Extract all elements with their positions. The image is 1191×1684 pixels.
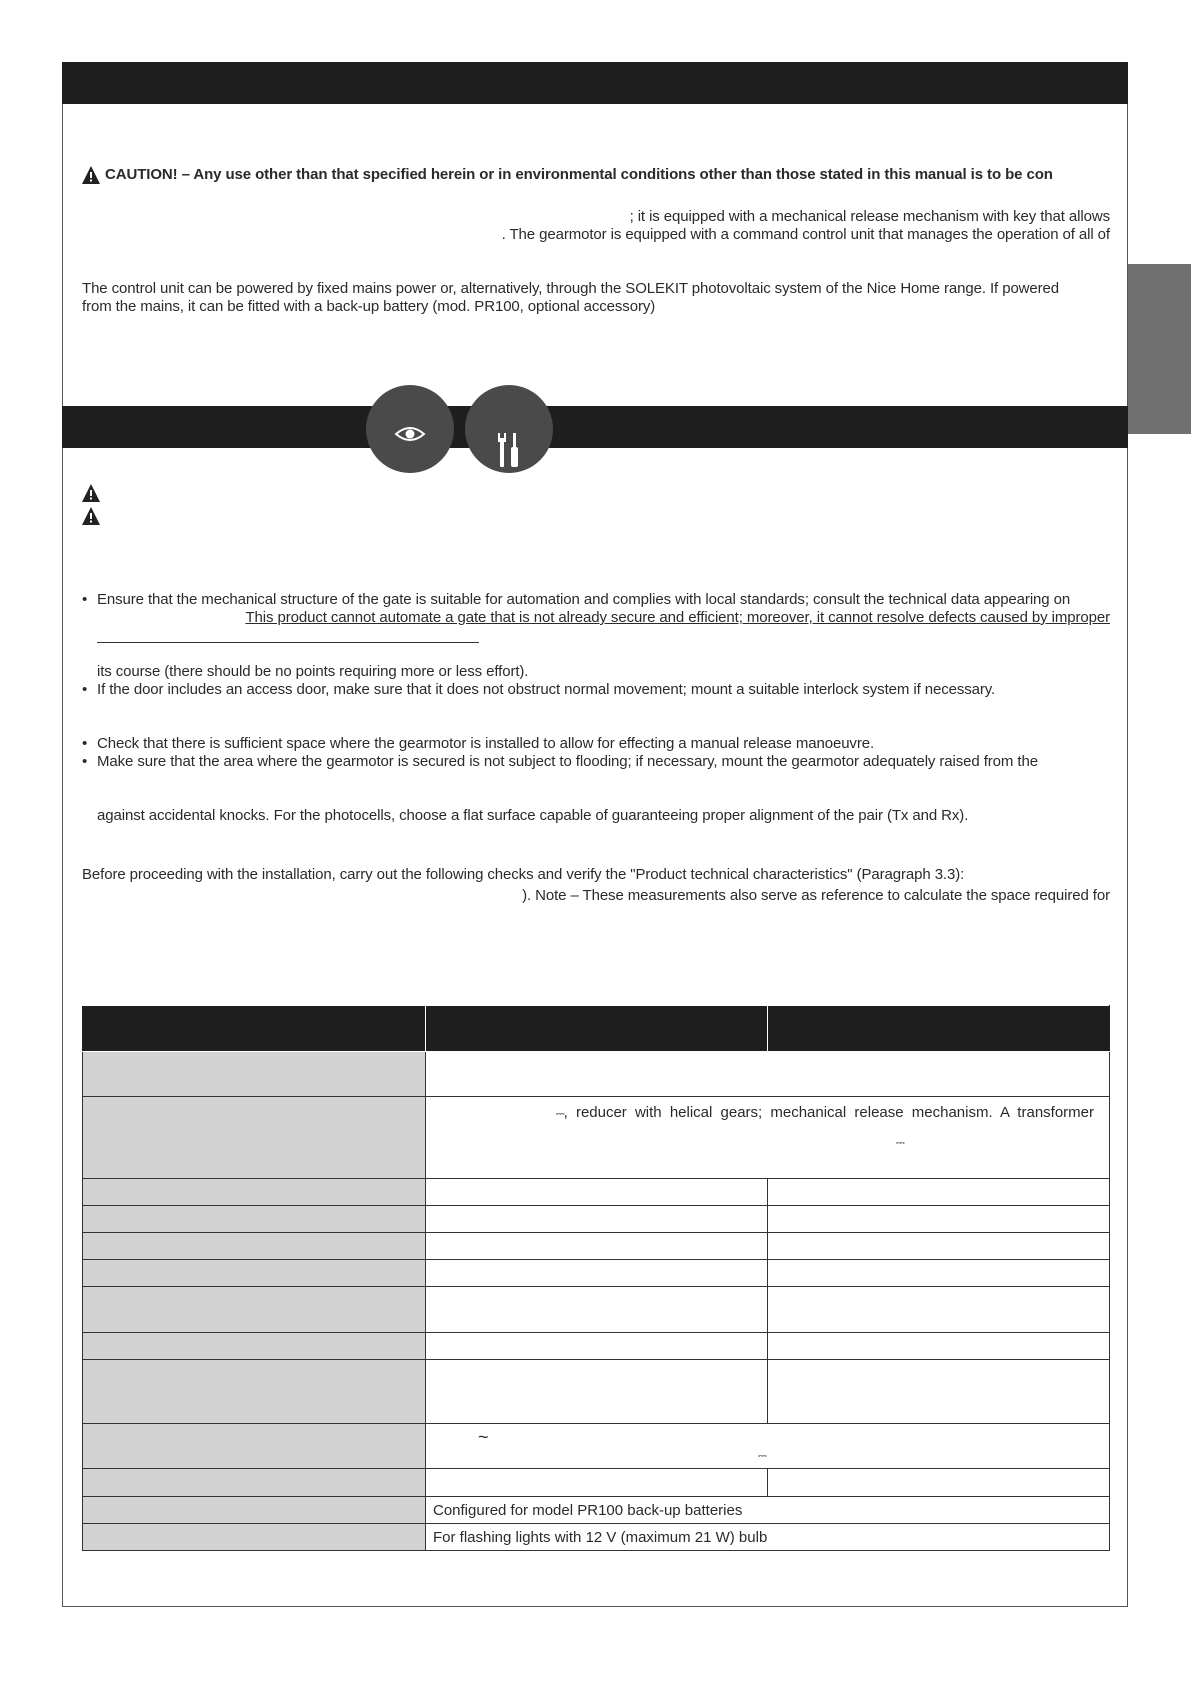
table-header-row bbox=[83, 1006, 1110, 1052]
before-installation-text: Before proceeding with the installation, carry out the following checks and verify the "Product technical characteristics" (Paragraph 3.3): bbox=[82, 866, 965, 883]
check-knocks: against accidental knocks. For the photocells, choose a flat surface capable of guaranteeing proper alignment of the pair (Tx and Rx). bbox=[97, 807, 969, 824]
flashing-light-text: For flashing lights with 12 V (maximum 21 W) bulb bbox=[426, 1524, 1110, 1551]
table-row bbox=[83, 1469, 1110, 1497]
check-course: its course (there should be no points requiring more or less effort). bbox=[97, 663, 529, 680]
language-side-tab bbox=[1128, 264, 1191, 434]
table-row-battery bbox=[83, 1497, 1110, 1524]
technical-characteristics-table bbox=[82, 1005, 1110, 1551]
screwdriver-wrench-icon bbox=[497, 433, 523, 469]
bullet: • bbox=[82, 735, 88, 752]
power-text-line1: The control unit can be powered by fixed mains power or, alternatively, through the SOLEKIT photovoltaic system of the Nice Home range. If powered bbox=[82, 280, 1060, 297]
table-row bbox=[83, 1333, 1110, 1360]
release-text: ; it is equipped with a mechanical release mechanism with key that allows bbox=[629, 208, 1110, 225]
control-unit-text: . The gearmotor is equipped with a command control unit that manages the operation of all of bbox=[501, 226, 1110, 243]
measurements-note: ). Note – These measurements also serve as reference to calculate the space required for bbox=[522, 887, 1110, 904]
battery-text: Configured for model PR100 back-up batteries bbox=[426, 1497, 1110, 1524]
dc-symbol: ⎓ bbox=[896, 1137, 904, 1149]
table-row bbox=[83, 1052, 1110, 1097]
table-row-power-supply bbox=[83, 1424, 1110, 1469]
table-row bbox=[83, 1287, 1110, 1333]
caution-text: CAUTION! – Any use other than that specified herein or in environmental conditions other than those stated in this manual is to be con bbox=[105, 166, 1053, 183]
table-row bbox=[83, 1206, 1110, 1233]
dc-symbol: ⎓ bbox=[758, 1450, 766, 1462]
check-flooding: Make sure that the area where the gearmotor is secured is not subject to flooding; if necessary, mount the gearmotor adequately raised from the bbox=[97, 753, 1038, 770]
table-row bbox=[83, 1360, 1110, 1424]
underline-rule bbox=[97, 642, 479, 643]
dc-symbol: ⎓ bbox=[555, 1108, 564, 1120]
section-header-bar-1 bbox=[62, 62, 1128, 104]
bullet: • bbox=[82, 753, 88, 770]
check-access-door: If the door includes an access door, make sure that it does not obstruct normal movement; mount a suitable interlock system if necessary. bbox=[97, 681, 996, 698]
ac-symbol: ~ bbox=[478, 1427, 489, 1447]
check-structure-line2: This product cannot automate a gate that is not already secure and efficient; moreover, it cannot resolve defects caused by improper bbox=[245, 609, 1110, 626]
table-row bbox=[83, 1260, 1110, 1287]
warning-triangle-icon bbox=[82, 166, 100, 184]
table-row bbox=[83, 1179, 1110, 1206]
typology-text: , reducer with helical gears; mechanical release mechanism. A transformer bbox=[563, 1104, 1094, 1121]
check-structure-line1: Ensure that the mechanical structure of the gate is suitable for automation and complies with local standards; consult the technical data appearing on bbox=[97, 591, 1071, 608]
power-text-line2: from the mains, it can be fitted with a back-up battery (mod. PR100, optional accessory) bbox=[82, 298, 656, 315]
bullet: • bbox=[82, 591, 88, 608]
table-row bbox=[83, 1233, 1110, 1260]
warning-triangle-icon bbox=[82, 507, 100, 525]
section-header-bar-2 bbox=[62, 406, 1128, 448]
table-row-flashing-light bbox=[83, 1524, 1110, 1551]
installer-icon-circle bbox=[465, 385, 553, 473]
table-row-typology bbox=[83, 1097, 1110, 1179]
warning-triangle-icon bbox=[82, 484, 100, 502]
user-icon-circle bbox=[366, 385, 454, 473]
bullet: • bbox=[82, 681, 88, 698]
eye-icon bbox=[394, 425, 426, 443]
check-space: Check that there is sufficient space where the gearmotor is installed to allow for effecting a manual release manoeuvre. bbox=[97, 735, 875, 752]
